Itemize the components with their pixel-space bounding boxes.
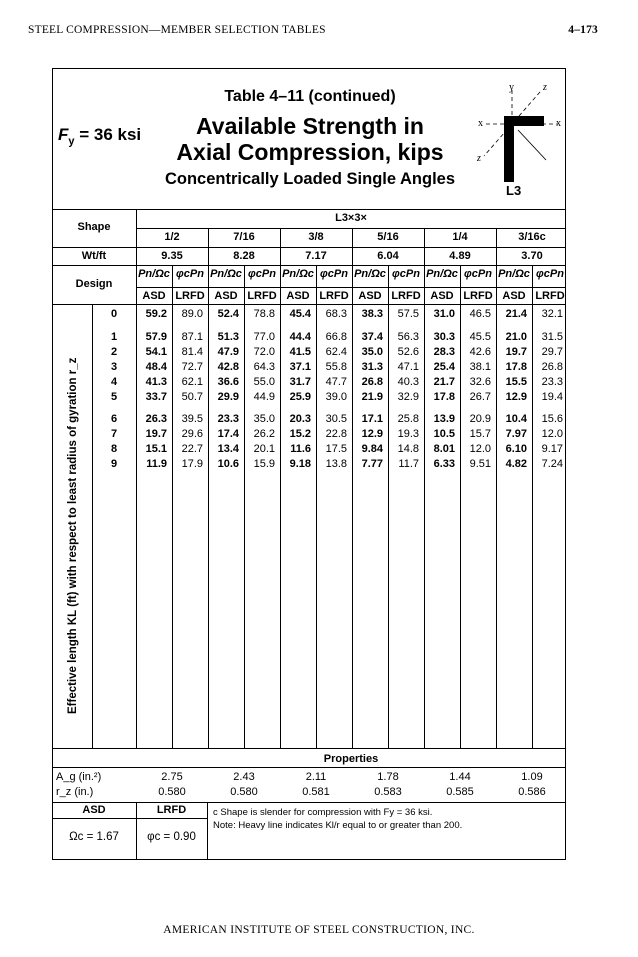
radius-of-gyration-value: 0.586 bbox=[518, 786, 546, 798]
asd-value: 44.4 bbox=[289, 331, 311, 343]
lrfd-value: 40.3 bbox=[397, 376, 419, 388]
axis-z-top: z bbox=[543, 82, 547, 93]
asd-value: 8.01 bbox=[433, 443, 455, 455]
asd-column-header: ASD bbox=[502, 290, 526, 302]
asd-value: 35.0 bbox=[361, 346, 383, 358]
rule bbox=[52, 767, 566, 768]
rz-label: r_z (in.) bbox=[56, 786, 94, 798]
asd-strength-header: Pn/Ωc bbox=[210, 268, 242, 280]
asd-column-header: ASD bbox=[430, 290, 454, 302]
lrfd-value: 32.9 bbox=[397, 391, 419, 403]
asd-value: 23.3 bbox=[217, 413, 239, 425]
asd-value: 15.5 bbox=[505, 376, 527, 388]
lrfd-value: 25.8 bbox=[397, 413, 419, 425]
asd-value: 4.82 bbox=[505, 458, 527, 470]
ag-label: A_g (in.²) bbox=[56, 771, 102, 783]
asd-value: 17.1 bbox=[361, 413, 383, 425]
asd-value: 20.3 bbox=[289, 413, 311, 425]
rule bbox=[496, 228, 497, 748]
asd-value: 13.4 bbox=[217, 443, 239, 455]
lrfd-value: 38.1 bbox=[469, 361, 491, 373]
lrfd-value: 15.7 bbox=[469, 428, 491, 440]
asd-strength-header: Pn/Ωc bbox=[498, 268, 530, 280]
asd-value: 29.9 bbox=[217, 391, 239, 403]
asd-value: 31.0 bbox=[433, 308, 455, 320]
lrfd-value: 56.3 bbox=[397, 331, 419, 343]
thickness-header: 3/8 bbox=[308, 231, 324, 243]
asd-value: 51.3 bbox=[217, 331, 239, 343]
asd-value: 11.6 bbox=[290, 443, 311, 455]
lrfd-value: 29.7 bbox=[541, 346, 563, 358]
lrfd-value: 39.0 bbox=[325, 391, 347, 403]
page-number: 4–173 bbox=[568, 24, 598, 36]
gross-area-value: 1.44 bbox=[449, 771, 471, 783]
lrfd-strength-header: φcPn bbox=[392, 268, 420, 280]
weight-value: 3.70 bbox=[521, 250, 543, 262]
rule bbox=[207, 802, 208, 860]
asd-value: 17.4 bbox=[217, 428, 239, 440]
lrfd-value: 50.7 bbox=[181, 391, 203, 403]
rule bbox=[52, 802, 566, 803]
effective-length-value: 4 bbox=[110, 376, 118, 388]
omega-value: Ωc = 1.67 bbox=[69, 831, 119, 843]
asd-strength-header: Pn/Ωc bbox=[426, 268, 458, 280]
asd-value: 26.3 bbox=[145, 413, 167, 425]
lrfd-value: 78.8 bbox=[253, 308, 275, 320]
axis-x-left: x bbox=[478, 118, 483, 129]
lrfd-column-header: LRFD bbox=[319, 290, 349, 302]
lrfd-column-header: LRFD bbox=[463, 290, 493, 302]
effective-length-value: 2 bbox=[110, 346, 118, 358]
rule bbox=[52, 247, 566, 248]
lrfd-value: 15.6 bbox=[541, 413, 563, 425]
asd-value: 6.10 bbox=[505, 443, 527, 455]
lrfd-value: 32.1 bbox=[541, 308, 563, 320]
lrfd-value: 44.9 bbox=[253, 391, 275, 403]
asd-column-header: ASD bbox=[358, 290, 382, 302]
lrfd-value: 68.3 bbox=[325, 308, 347, 320]
lrfd-value: 87.1 bbox=[181, 331, 203, 343]
lrfd-value: 42.6 bbox=[469, 346, 491, 358]
asd-value: 11.9 bbox=[146, 458, 167, 470]
lrfd-strength-header: φcPn bbox=[320, 268, 348, 280]
radius-of-gyration-value: 0.580 bbox=[158, 786, 186, 798]
asd-column-header: ASD bbox=[142, 290, 166, 302]
asd-value: 25.9 bbox=[289, 391, 311, 403]
table-subtitle: Concentrically Loaded Single Angles bbox=[164, 170, 456, 188]
asd-value: 17.8 bbox=[433, 391, 455, 403]
lrfd-strength-header: φcPn bbox=[176, 268, 204, 280]
lrfd-value: 11.7 bbox=[398, 458, 419, 470]
asd-column-header: ASD bbox=[286, 290, 310, 302]
asd-value: 52.4 bbox=[217, 308, 239, 320]
asd-value: 41.3 bbox=[145, 376, 167, 388]
asd-value: 13.9 bbox=[433, 413, 455, 425]
weight-value: 6.04 bbox=[377, 250, 399, 262]
lrfd-value: 26.8 bbox=[541, 361, 563, 373]
lrfd-value: 26.2 bbox=[253, 428, 275, 440]
properties-title: Properties bbox=[323, 753, 379, 765]
phi-value: φc = 0.90 bbox=[147, 831, 196, 843]
asd-value: 21.0 bbox=[505, 331, 527, 343]
asd-value: 9.84 bbox=[361, 443, 383, 455]
rule bbox=[136, 228, 566, 229]
thickness-header: 3/16c bbox=[518, 231, 546, 243]
asd-value: 45.4 bbox=[289, 308, 311, 320]
lrfd-value: 9.17 bbox=[541, 443, 563, 455]
gross-area-value: 2.75 bbox=[161, 771, 183, 783]
lrfd-value: 62.4 bbox=[325, 346, 347, 358]
lrfd-value: 30.5 bbox=[325, 413, 347, 425]
lrfd-value: 12.0 bbox=[469, 443, 491, 455]
asd-value: 38.3 bbox=[361, 308, 383, 320]
rule bbox=[208, 228, 209, 748]
asd-value: 21.7 bbox=[433, 376, 455, 388]
lrfd-value: 62.1 bbox=[181, 376, 203, 388]
lrfd-value: 57.5 bbox=[397, 308, 419, 320]
lrfd-label: LRFD bbox=[156, 804, 187, 816]
asd-value: 15.2 bbox=[289, 428, 311, 440]
footer: AMERICAN INSTITUTE OF STEEL CONSTRUCTION, INC. bbox=[163, 924, 475, 936]
asd-value: 15.1 bbox=[145, 443, 167, 455]
effective-length-axis-label: Effective length KL (ft) with respect to least radius of gyration r_z bbox=[67, 357, 79, 714]
asd-value: 33.7 bbox=[145, 391, 167, 403]
asd-value: 42.8 bbox=[217, 361, 239, 373]
lrfd-value: 77.0 bbox=[253, 331, 275, 343]
table-number: Table 4–11 (continued) bbox=[224, 88, 396, 105]
asd-strength-header: Pn/Ωc bbox=[282, 268, 314, 280]
axis-x-right: x bbox=[556, 118, 561, 129]
table-title-line1: Available Strength in bbox=[196, 113, 424, 139]
asd-value: 26.8 bbox=[361, 376, 383, 388]
table-title-line2: Axial Compression, kips bbox=[176, 139, 444, 165]
asd-value: 6.33 bbox=[433, 458, 455, 470]
asd-value: 37.4 bbox=[361, 331, 383, 343]
lrfd-value: 22.7 bbox=[181, 443, 203, 455]
rule bbox=[136, 287, 566, 288]
lrfd-value: 35.0 bbox=[253, 413, 275, 425]
lrfd-value: 12.0 bbox=[541, 428, 563, 440]
gross-area-value: 2.43 bbox=[233, 771, 255, 783]
shape-label: Shape bbox=[77, 221, 111, 233]
lrfd-strength-header: φcPn bbox=[536, 268, 564, 280]
axis-y-bottom: y bbox=[509, 164, 514, 175]
asd-value: 57.9 bbox=[145, 331, 167, 343]
asd-value: 59.2 bbox=[145, 308, 167, 320]
asd-value: 9.18 bbox=[289, 458, 311, 470]
asd-value: 48.4 bbox=[145, 361, 167, 373]
running-header-left: STEEL COMPRESSION—MEMBER SELECTION TABLES bbox=[28, 24, 326, 36]
lrfd-value: 72.7 bbox=[181, 361, 203, 373]
lrfd-column-header: LRFD bbox=[391, 290, 421, 302]
weight-value: 8.28 bbox=[233, 250, 255, 262]
asd-value: 25.4 bbox=[433, 361, 455, 373]
fy-label: $F_y = 36$ ksi bbox=[58, 125, 142, 148]
rule bbox=[352, 228, 353, 748]
lrfd-column-header: LRFD bbox=[247, 290, 277, 302]
radius-of-gyration-value: 0.585 bbox=[446, 786, 474, 798]
lrfd-value: 13.8 bbox=[325, 458, 347, 470]
shape-designation-label: L3 bbox=[506, 183, 522, 198]
asd-value: 12.9 bbox=[505, 391, 527, 403]
lrfd-value: 23.3 bbox=[541, 376, 563, 388]
rule bbox=[52, 209, 566, 210]
shape-value: L3×3× bbox=[335, 212, 367, 224]
leader-line bbox=[518, 130, 546, 160]
axis-z-bottom: z bbox=[477, 153, 481, 164]
effective-length-value: 8 bbox=[110, 443, 118, 455]
asd-value: 54.1 bbox=[145, 346, 167, 358]
weight-value: 9.35 bbox=[161, 250, 183, 262]
lrfd-value: 55.0 bbox=[253, 376, 275, 388]
wt-label: Wt/ft bbox=[81, 250, 107, 262]
lrfd-strength-header: φcPn bbox=[464, 268, 492, 280]
rule bbox=[280, 228, 281, 748]
thickness-header: 1/4 bbox=[452, 231, 468, 243]
lrfd-value: 17.9 bbox=[181, 458, 203, 470]
lrfd-value: 47.1 bbox=[397, 361, 419, 373]
lrfd-value: 55.8 bbox=[325, 361, 347, 373]
lrfd-value: 22.8 bbox=[325, 428, 347, 440]
lrfd-value: 15.9 bbox=[253, 458, 275, 470]
lrfd-value: 14.8 bbox=[397, 443, 419, 455]
lrfd-value: 45.5 bbox=[469, 331, 491, 343]
asd-strength-header: Pn/Ωc bbox=[138, 268, 170, 280]
thickness-header: 7/16 bbox=[233, 231, 255, 243]
weight-value: 7.17 bbox=[305, 250, 327, 262]
lrfd-value: 7.24 bbox=[541, 458, 563, 470]
lrfd-value: 46.5 bbox=[469, 308, 491, 320]
lrfd-value: 72.0 bbox=[253, 346, 275, 358]
rule bbox=[52, 304, 566, 305]
rule bbox=[52, 748, 566, 749]
asd-value: 19.7 bbox=[145, 428, 167, 440]
asd-strength-header: Pn/Ωc bbox=[354, 268, 386, 280]
lrfd-value: 31.5 bbox=[541, 331, 563, 343]
asd-value: 21.9 bbox=[361, 391, 383, 403]
asd-value: 19.7 bbox=[505, 346, 527, 358]
asd-value: 12.9 bbox=[361, 428, 383, 440]
asd-value: 30.3 bbox=[433, 331, 455, 343]
effective-length-value: 1 bbox=[110, 331, 118, 343]
asd-value: 36.6 bbox=[217, 376, 239, 388]
asd-value: 7.97 bbox=[505, 428, 527, 440]
asd-value: 21.4 bbox=[505, 308, 527, 320]
thickness-header: 1/2 bbox=[164, 231, 180, 243]
lrfd-value: 19.4 bbox=[541, 391, 563, 403]
asd-value: 41.5 bbox=[289, 346, 311, 358]
asd-value: 17.8 bbox=[505, 361, 527, 373]
axis-y-top: y bbox=[509, 82, 514, 93]
lrfd-value: 32.6 bbox=[469, 376, 491, 388]
lrfd-value: 47.7 bbox=[325, 376, 347, 388]
radius-of-gyration-value: 0.580 bbox=[230, 786, 258, 798]
thickness-header: 5/16 bbox=[377, 231, 399, 243]
lrfd-value: 66.8 bbox=[325, 331, 347, 343]
heavy-line-note: Note: Heavy line indicates Kl/r equal to or greater than 200. bbox=[213, 820, 463, 831]
effective-length-value: 6 bbox=[110, 413, 118, 425]
radius-of-gyration-value: 0.581 bbox=[302, 786, 330, 798]
asd-value: 31.3 bbox=[361, 361, 383, 373]
rule bbox=[424, 228, 425, 748]
lrfd-value: 9.51 bbox=[469, 458, 491, 470]
lrfd-value: 20.1 bbox=[253, 443, 275, 455]
lrfd-value: 64.3 bbox=[253, 361, 275, 373]
slender-note: c Shape is slender for compression with Fy = 36 ksi. bbox=[213, 807, 433, 818]
rule bbox=[52, 818, 207, 819]
asd-value: 47.9 bbox=[217, 346, 239, 358]
lrfd-value: 17.5 bbox=[325, 443, 347, 455]
gross-area-value: 1.78 bbox=[377, 771, 399, 783]
effective-length-value: 5 bbox=[110, 391, 118, 403]
effective-length-value: 7 bbox=[110, 428, 118, 440]
lrfd-value: 81.4 bbox=[181, 346, 203, 358]
asd-label: ASD bbox=[82, 804, 106, 816]
asd-value: 31.7 bbox=[289, 376, 311, 388]
design-label: Design bbox=[75, 278, 113, 290]
lrfd-value: 19.3 bbox=[397, 428, 419, 440]
radius-of-gyration-value: 0.583 bbox=[374, 786, 402, 798]
asd-value: 10.5 bbox=[433, 428, 455, 440]
lrfd-value: 20.9 bbox=[469, 413, 491, 425]
lrfd-column-header: LRFD bbox=[175, 290, 205, 302]
lrfd-value: 29.6 bbox=[181, 428, 203, 440]
asd-column-header: ASD bbox=[214, 290, 238, 302]
lrfd-value: 89.0 bbox=[181, 308, 203, 320]
asd-value: 10.6 bbox=[217, 458, 239, 470]
rule bbox=[52, 265, 566, 266]
lrfd-value: 26.7 bbox=[469, 391, 491, 403]
effective-length-value: 0 bbox=[110, 308, 118, 320]
asd-value: 28.3 bbox=[433, 346, 455, 358]
lrfd-value: 52.6 bbox=[397, 346, 419, 358]
lrfd-strength-header: φcPn bbox=[248, 268, 276, 280]
lrfd-column-header: LRFD bbox=[535, 290, 565, 302]
gross-area-value: 1.09 bbox=[521, 771, 543, 783]
asd-value: 10.4 bbox=[505, 413, 527, 425]
effective-length-value: 9 bbox=[110, 458, 118, 470]
lrfd-value: 39.5 bbox=[181, 413, 203, 425]
asd-value: 37.1 bbox=[289, 361, 311, 373]
weight-value: 4.89 bbox=[449, 250, 471, 262]
asd-value: 7.77 bbox=[361, 458, 383, 470]
gross-area-value: 2.11 bbox=[305, 771, 327, 783]
effective-length-value: 3 bbox=[110, 361, 118, 373]
